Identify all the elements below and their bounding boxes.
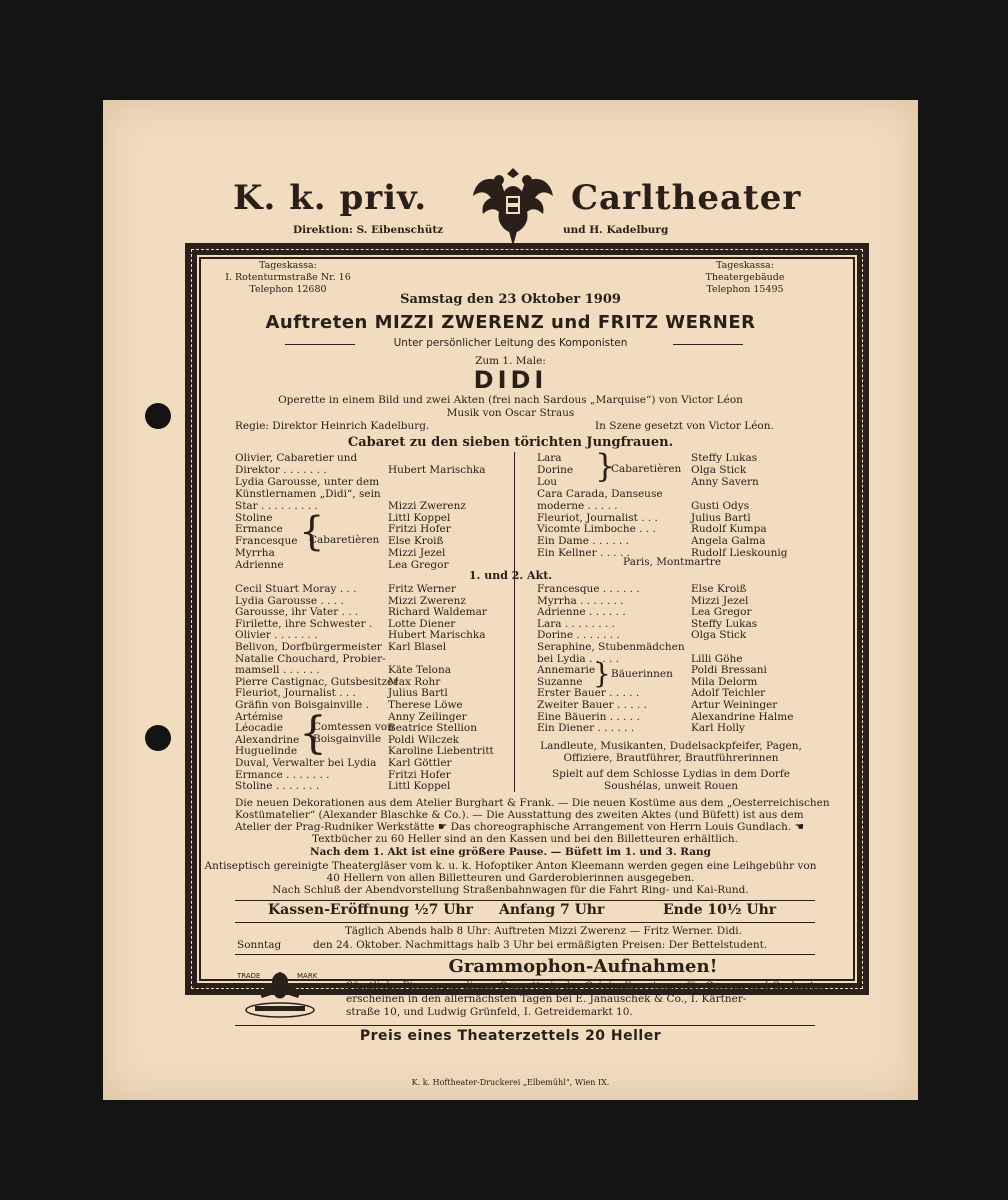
comtessen-label-line: Comtessen von	[313, 721, 394, 733]
actor-name: Mizzi Jezel	[691, 594, 749, 607]
actor-name: Therese Löwe	[388, 699, 463, 711]
note-line: Textbücher zu 60 Heller sind an den Kassen und bei den Billetteuren erhältlich.	[312, 833, 738, 845]
actor-name: Rudolf Lieskounig	[691, 547, 788, 560]
role-name: Léocadie	[235, 722, 283, 735]
kassa-right-line: Theatergebäude	[705, 272, 785, 283]
role-name: Olivier . . . . . . .	[235, 629, 318, 642]
actor-name: Poldi Bressani	[691, 664, 767, 677]
role-name: Dorine . . . . . . .	[537, 629, 620, 642]
actor-name: Lotte Diener	[388, 617, 456, 630]
role-name: Fleuriot, Journalist . . .	[235, 687, 356, 700]
glasses-line: 40 Hellern von allen Billetteuren und Garderobierinnen ausgegeben.	[326, 872, 695, 884]
place-line: Soushélas, unweit Rouen	[604, 780, 738, 792]
actor-name: Olga Stick	[691, 629, 747, 642]
role-name: Ermance	[235, 523, 283, 536]
actor-name: Hubert Marischka	[388, 463, 486, 476]
cabaretieren-label-left: Cabaretièren	[309, 534, 380, 546]
comtessen-label	[313, 721, 394, 745]
actor-name: Poldi Wilczek	[388, 733, 460, 746]
actor-name: Rudolf Kumpa	[691, 523, 767, 536]
actor-name: Karl Holly	[691, 722, 745, 735]
double-eagle-crest-icon	[471, 162, 555, 252]
actor-name: Max Rohr	[388, 675, 441, 688]
note-line: Kostümatelier“ (Alexander Blaschke & Co.). — Die Ausstattung des zweiten Aktes (und Büfett) ist aus dem	[235, 809, 804, 821]
actor-name: Fritzi Hofer	[388, 768, 451, 781]
kassa-right-line: Telephon 15495	[706, 284, 784, 295]
actor-name: Hubert Marischka	[388, 629, 486, 642]
notes-block	[235, 797, 830, 845]
actor-name: Else Kroiß	[388, 535, 444, 548]
direktion-left: Direktion: S. Eibenschütz	[293, 224, 444, 236]
cabaret-heading: Cabaret zu den sieben törichten Jungfrauen.	[347, 435, 674, 450]
kassen-time: Kassen-Eröffnung ½7 Uhr	[268, 902, 473, 918]
kassa-left	[213, 260, 363, 296]
role-name: Natalie Chouchard, Probier-	[235, 652, 386, 665]
role-name: moderne . . . . .	[537, 499, 618, 512]
role-name: Myrrha . . . . . . .	[537, 594, 624, 607]
grammophon-title: Grammophon-Aufnahmen!	[448, 956, 718, 977]
role-name: Ermance . . . . . . .	[235, 768, 330, 781]
role-name: Pierre Castignac, Gutsbesitzer	[235, 675, 399, 688]
actor-name: Mizzi Jezel	[388, 547, 446, 560]
role-name: Star . . . . . . . . .	[235, 499, 318, 512]
place-line: Spielt auf dem Schlosse Lydias in dem Dorfe	[551, 768, 791, 780]
first-time-line: Zum 1. Male:	[475, 355, 546, 367]
role-name: Lydia Garousse . . . .	[235, 594, 344, 607]
actor-name: Käte Telona	[388, 664, 451, 677]
role-name: Garousse, ihr Vater . . .	[235, 606, 359, 619]
role-name: Adrienne	[235, 559, 284, 572]
leitung-line: Unter persönlicher Leitung des Komponisten	[393, 337, 628, 349]
actor-name: Alexandrine Halme	[691, 710, 794, 723]
role-name: Alexandrine	[235, 733, 300, 746]
actor-name: Fritz Werner	[388, 583, 456, 595]
price-line: Preis eines Theaterzettels 20 Heller	[359, 1028, 662, 1044]
note-line: Atelier der Prag-Rudniker Werkstätte ☛ Das choreographische Arrangement von Herrn Louis Gundlach. ☚	[235, 821, 805, 833]
role-name: bei Lydia . . . . .	[537, 652, 620, 665]
role-name: Francesque	[235, 535, 298, 548]
role-name: Cecil Stuart Moray . . .	[235, 583, 357, 595]
role-name: Stoline	[235, 511, 273, 524]
grammophon-line: Sämtliche Piecen aus dieser Operette in der Originalbesetzung für Gesang und Orchester	[346, 980, 826, 992]
actor-name: Gusti Odys	[691, 499, 750, 512]
actor-name: Steffy Lukas	[691, 617, 758, 630]
role-name: Firilette, ihre Schwester .	[235, 617, 373, 630]
direktion-right: und H. Kadelburg	[563, 224, 669, 236]
role-name: Lydia Garousse, unter dem	[235, 475, 380, 488]
regie-credit: Regie: Direktor Heinrich Kadelburg.	[235, 420, 430, 432]
actor-name: Karl Blasel	[388, 641, 447, 653]
place-schloss	[523, 768, 819, 792]
actor-name: Mizzi Zwerenz	[388, 594, 466, 607]
actor-name: Richard Waldemar	[388, 606, 487, 619]
playbill-sheet: K. k. priv. Carltheater Direktion: S. Eibenschütz und H. Kadelburg Tageskassa: I. Rotenturmstraße Nr. 16 Telephon 12680 Tageskassa: Theatergebäude Telephon 15495 Samstag den 23 Oktober 1909 Auftreten MIZZI ZWERENZ und FRITZ WERNER Unter persönlicher Leitung des Komponisten Zum 1. Male: DIDI Operette in einem Bild und zwei Akten (frei nach Sardous „Marquise“) von Victor Léon Musik von Oscar Straus Regie: Direktor Heinrich Kadelburg. In Szene gesetzt von Victor Léon. Cabaret zu den sieben törichten Jungfrauen. Olivier, Cabaretier und Direktor . . . . . . . Hubert Marischka Lydia Garousse, unter dem Künstlernamen „Didi“, sein Star . . . . . . . . . Mizzi Zwerenz Stoline Littl Koppel Ermance Fritzi Hofer Francesque Else Kroiß Myrrha Mizzi Jezel Adrienne Lea Gregor { Cabaretièren Lara Steffy Lukas Dorine Olga Stick Lou Anny Savern Cara Carada, Danseuse moderne . . . . . Gusti Odys Fleuriot, Journalist . . . Julius Bartl Vicomte Limboche . . . Rudolf Kumpa Ein Dame . . . . . . Angela Galma Ein Kellner . . . . . Rudolf Lieskounig } Cabaretièren Paris, Montmartre 1. und 2. Akt. Cecil Stuart Moray . . . Fritz Werner Lydia Garousse . . . . Mizzi Zwerenz Garousse, ihr Vater . . . Richard Waldemar Firilette, ihre Schwester . Lotte Diener Olivier . . . . . . . Hubert Marischka Belivon, Dorfbürgermeister Karl Blasel Natalie Chouchard, Probier- mamsell . . . . . . Käte Telona Pierre Castignac, Gutsbesitzer Max Rohr Fleuriot, Journalist . . . Julius Bartl Gräfin von Boisgainville . Therese Löwe Artémise Anny Zeilinger Léocadie Beatrice Stellion Alexandrine Poldi Wilczek Huguelinde Karoline Liebentritt Duval, Verwalter bei Lydia Karl Göttler Ermance . . . . . . . Fritzi Hofer Stoline . . . . . . . Littl Koppel { Comtessen von Boisgainville Francesque . . . . . . Else Kroiß Myrrha . . . . . . . Mizzi Jezel Adrienne . . . . . . Lea Gregor Lara . . . . . . . . Steffy Lukas Dorine . . . . . . . Olga Stick Seraphine, Stubenmädchen bei Lydia . . . . . Lilli Göhe Annemarie Poldi Bressani Suzanne Mila Delorm Erster Bauer . . . . . Adolf Teichler Zweiter Bauer . . . . . Artur Weininger Eine Bäuerin . . . . . Alexandrine Halme Ein Diener . . . . . . Karl Holly } Bäuerinnen Landleute, Musikanten, Dudelsackpfeifer, Pagen, Offiziere, Brautführer, Brautführerinnen Spielt auf dem Schlosse Lydias in dem Dorfe Soushélas, unweit Rouen Die neuen Dekorationen aus dem Atelier Burghart & Frank. — Die neuen Kostüme aus dem „Oesterreichischen Kostümatelier“ (Alexander Blaschke & Co.). — Die Ausstattung des zweiten Aktes (und Büfett) ist aus dem Atelier der Prag-Rudniker Werkstätte ☛ Das choreographische Arrangement von Herrn Louis Gundlach. ☚ Textbücher zu 60 Heller sind an den Kassen und bei den Billetteuren erhältlich. Nach dem 1. Akt ist eine größere Pause. — Büfett im 1. und 3. Rang Antiseptisch gereinigte Theatergläser vom k. u. k. Hofoptiker Anton Kleemann werden gegen eine Leihgebühr von 40 Hellern von allen Billetteuren und Garderobierinnen ausgegeben. Nach Schluß der Abendvorstellung Straßenbahnwagen für die Fahrt Ring- und Kai-Rund. Kassen-Eröffnung ½7 Uhr Anfang 7 Uhr Ende 10½ Uhr Täglich Abends halb 8 Uhr: Auftreten Mizzi Zwerenz — Fritz Werner. Didi. Sonntag den 24. Oktober. Nachmittags halb 3 Uhr bei ermäßigten Preisen: Der Bettelstudent. Grammophon-Aufnahmen! Sämtliche Piecen aus dieser Operette in der Originalbesetzung für Gesang und Orchester erscheinen in den allernächsten Tagen bei E. Janauschek & Co., I. Kärtner- straße 10, und Ludwig Grünfeld, I. Getreidemarkt 10. TRADE MARK Preis eines Theaterzettels 20 Heller K. k. Hoftheater-Druckerei „Elbemühl“, Wien IX.	[103, 100, 918, 1100]
role-name: Lara	[537, 452, 562, 464]
kassa-left-line: I. Rotenturmstraße Nr. 16	[225, 272, 351, 283]
role-name: Seraphine, Stubenmädchen	[537, 641, 685, 653]
role-name: Huguelinde	[235, 745, 298, 758]
role-name: Adrienne . . . . . .	[537, 606, 626, 619]
actor-name: Angela Galma	[691, 535, 766, 548]
actor-name: Karl Göttler	[388, 757, 452, 769]
actor-name: Anny Savern	[691, 475, 759, 488]
role-name: Stoline . . . . . . .	[235, 780, 320, 793]
pause-line: Nach dem 1. Akt ist eine größere Pause. — Büfett im 1. und 3. Rang	[309, 846, 712, 858]
actor-name: Mila Delorm	[691, 675, 758, 688]
actor-name: Littl Koppel	[388, 780, 451, 793]
role-name: Erster Bauer . . . . .	[537, 687, 640, 700]
performers-line: Auftreten MIZZI ZWERENZ und FRITZ WERNER	[265, 312, 756, 333]
place-paris: Paris, Montmartre	[623, 556, 722, 568]
daily-line: Täglich Abends halb 8 Uhr: Auftreten Mizzi Zwerenz — Fritz Werner. Didi.	[345, 925, 742, 937]
role-name: Vicomte Limboche . . .	[537, 523, 656, 536]
actor-name: Artur Weininger	[691, 699, 778, 711]
role-name: Ein Dame . . . . . .	[537, 535, 630, 548]
role-name: Ein Kellner . . . . .	[537, 547, 630, 560]
role-name: Lara . . . . . . . .	[537, 617, 615, 630]
music-credit: Musik von Oscar Straus	[446, 407, 575, 419]
actor-name: Karoline Liebentritt	[388, 745, 494, 758]
grammophon-line: erscheinen in den allernächsten Tagen bei E. Janauschek & Co., I. Kärtner-	[346, 993, 747, 1005]
actor-name: Mizzi Zwerenz	[388, 499, 466, 512]
role-name: Suzanne	[537, 675, 583, 688]
role-name: Annemarie	[537, 664, 596, 677]
ende-time: Ende 10½ Uhr	[663, 902, 777, 918]
grammophon-line: straße 10, und Ludwig Grünfeld, I. Getreidemarkt 10.	[346, 1006, 633, 1018]
header-right-title: Carltheater	[571, 178, 802, 218]
operetta-title: DIDI	[473, 366, 548, 394]
printer-line: K. k. Hoftheater-Druckerei „Elbemühl“, Wien IX.	[411, 1078, 610, 1087]
baeuerinnen-label: Bäuerinnen	[611, 668, 673, 680]
actor-name: Fritzi Hofer	[388, 523, 451, 536]
grammophon-text	[346, 980, 825, 1019]
role-name: Cara Carada, Danseuse	[537, 487, 663, 500]
role-name: Eine Bäuerin . . . . .	[537, 710, 640, 723]
role-name: Francesque . . . . . .	[537, 583, 640, 595]
szene-credit: In Szene gesetzt von Victor Léon.	[595, 420, 774, 432]
role-name: Belivon, Dorfbürgermeister	[235, 641, 382, 653]
role-name: Zweiter Bauer . . . . .	[537, 699, 647, 711]
glasses-line: Nach Schluß der Abendvorstellung Straßenbahnwagen für die Fahrt Ring- und Kai-Rund.	[272, 884, 749, 896]
actor-name: Else Kroiß	[691, 583, 747, 595]
sonntag-line: den 24. Oktober. Nachmittags halb 3 Uhr bei ermäßigten Preisen: Der Bettelstudent.	[313, 939, 768, 951]
kassa-left-line: Telephon 12680	[249, 284, 327, 295]
anfang-time: Anfang 7 Uhr	[499, 902, 605, 918]
glasses-line: Antiseptisch gereinigte Theatergläser vom k. u. k. Hofoptiker Anton Kleemann werden gegen eine Leihgebühr von	[204, 860, 817, 872]
kassa-right	[675, 260, 815, 296]
gramophone-angel-trademark-icon	[235, 966, 325, 1022]
kassa-right-line: Tageskassa:	[716, 260, 774, 271]
role-name: mamsell . . . . . .	[235, 664, 320, 677]
landleute	[523, 740, 819, 764]
landleute-line: Landleute, Musikanten, Dudelsackpfeifer, Pagen,	[540, 740, 802, 752]
role-name: Ein Diener . . . . . .	[537, 722, 635, 735]
actor-name: Adolf Teichler	[691, 687, 766, 700]
landleute-line: Offiziere, Brautführer, Brautführerinnen	[563, 752, 779, 764]
performance-date: Samstag den 23 Oktober 1909	[400, 292, 621, 307]
actor-name: Anny Zeilinger	[388, 710, 467, 723]
kassa-left-line: Tageskassa:	[259, 260, 317, 271]
akt-heading: 1. und 2. Akt.	[468, 569, 553, 582]
actor-name: Steffy Lukas	[691, 452, 758, 464]
actor-name: Lea Gregor	[691, 606, 752, 619]
actor-name: Olga Stick	[691, 463, 747, 476]
role-name: Dorine	[537, 463, 574, 476]
role-name: Lou	[537, 475, 558, 488]
actor-name: Lea Gregor	[388, 559, 449, 572]
cabaretieren-label-right: Cabaretièren	[611, 463, 682, 475]
role-name: Gräfin von Boisgainville .	[235, 699, 369, 711]
punch-hole	[145, 725, 171, 751]
actor-name: Littl Koppel	[388, 511, 451, 524]
glasses-block	[103, 860, 918, 896]
actor-name: Beatrice Stellion	[388, 722, 478, 735]
sonntag-label: Sonntag	[237, 939, 282, 951]
role-name: Direktor . . . . . . .	[235, 463, 327, 476]
note-line: Die neuen Dekorationen aus dem Atelier Burghart & Frank. — Die neuen Kostüme aus dem „Oesterreichischen	[235, 797, 830, 809]
comtessen-label-line: Boisgainville	[313, 733, 382, 745]
role-name: Fleuriot, Journalist . . .	[537, 511, 658, 524]
role-name: Olivier, Cabaretier und	[235, 452, 358, 464]
role-name: Duval, Verwalter bei Lydia	[235, 757, 377, 769]
actor-name: Julius Bartl	[388, 687, 448, 700]
actor-name: Lilli Göhe	[691, 652, 743, 665]
header-left-title: K. k. priv.	[233, 178, 428, 218]
actor-name: Julius Bartl	[691, 511, 751, 524]
role-name: Myrrha	[235, 547, 275, 560]
operetta-subtitle: Operette in einem Bild und zwei Akten (frei nach Sardous „Marquise“) von Victor Léon	[278, 394, 743, 406]
role-name: Artémise	[235, 710, 283, 723]
trademark-word: TRADE	[237, 972, 261, 980]
role-name: Künstlernamen „Didi“, sein	[235, 487, 381, 500]
trademark-word: MARK	[297, 972, 318, 980]
